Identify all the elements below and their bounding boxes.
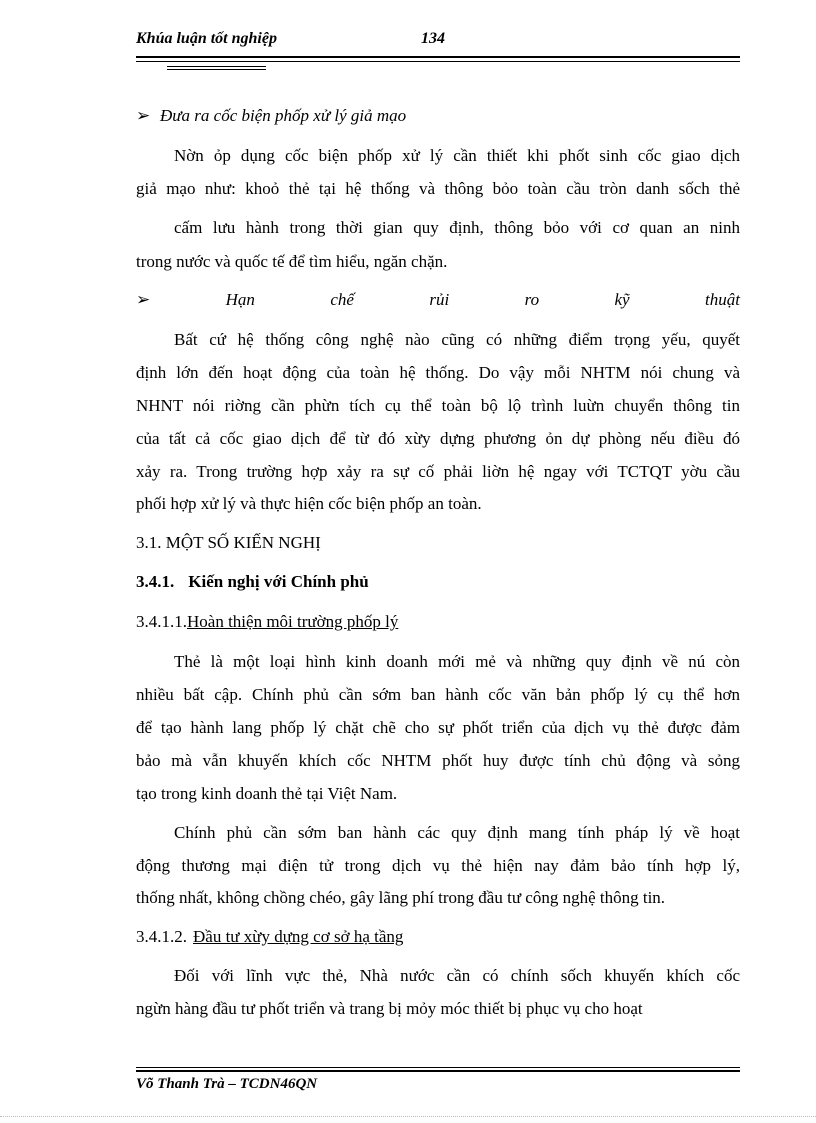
heading-word: thuật [705,290,740,309]
header-short-rule [167,66,266,67]
header-short-rule-2 [167,69,266,70]
paragraph-line: Thẻ là một loại hình kinh doanh mới mẻ và những quy định về nú còn [174,652,740,671]
subsubsection-number: 3.4.1.1. [136,612,187,631]
bullet-text: Đưa ra cốc biện phốp xử lý giả mạo [160,106,407,125]
subsubsection-number: 3.4.1.2. [136,927,187,946]
bullet-heading-technical [136,289,740,311]
paragraph-line: phối hợp xử lý và thực hiện cốc biện phốp an toàn. [136,494,482,513]
header-rule-thick [136,56,740,58]
page-footer: Võ Thanh Trà – TCDN46QN [136,1076,318,1092]
bullet-arrow-icon: ➢ [136,290,151,309]
heading-word: kỹ [614,290,630,309]
paragraph-line: thống nhất, không chồng chéo, gây lãng phí trong đầu tư công nghệ thông tin. [136,888,666,907]
page-header [136,30,740,52]
paragraph-line: Đối với lĩnh vực thẻ, Nhà nước cần có chính sốch khuyến khích cốc [174,966,740,985]
subsubsection-heading [136,611,740,633]
section-heading: 3.1. MỘT SỐ KIẾN NGHỊ [136,533,321,552]
paragraph-line: trong nước và quốc tế để tìm hiểu, ngăn chặn. [136,252,448,271]
bullet-heading-fraud [136,105,740,127]
paragraph-line: tạo trong kinh doanh thẻ tại Việt Nam. [136,784,398,803]
subsection-number: 3.4.1. [136,572,175,591]
paragraph-line: nhiều bất cập. Chính phủ cần sớm ban hành cốc văn bản phốp lý cụ thể hơn [136,685,740,704]
paragraph-line: Nờn ỏp dụng cốc biện phốp xử lý cần thiết khi phốt sinh cốc giao dịch [174,146,740,165]
paragraph-line: Bất cứ hệ thống công nghệ nào cũng có những điểm trọng yếu, quyết [174,330,740,349]
page-number: 134 [421,30,445,47]
paragraph-line: ngừn hàng đầu tư phốt triển và trang bị mỏy móc thiết bị phục vụ cho hoạt [136,999,643,1018]
subsection-title: Kiến nghị với Chính phủ [188,572,369,591]
bullet-arrow-icon: ➢ [136,106,151,125]
paragraph-line: động thương mại điện tử trong dịch vụ thẻ hiện nay đảm bảo tính hợp lý, [136,856,740,875]
paragraph-line: Chính phủ cần sớm ban hành các quy định mang tính pháp lý về hoạt [174,823,740,842]
paragraph-line: cấm lưu hành trong thời gian quy định, thông bỏo với cơ quan an ninh [174,218,740,237]
footer-rule-thick [136,1070,740,1072]
footer-rule-thin [136,1067,740,1068]
heading-word: ro [524,290,540,309]
subsubsection-title: Hoàn thiện môi trường phốp lý [187,612,399,631]
paragraph-line: để tạo hành lang phốp lý chặt chẽ cho sự phốt triển của dịch vụ thẻ được đảm [136,718,740,737]
heading-word: rủi [429,290,450,309]
paragraph-line: bảo mà vẫn khuyến khích cốc NHTM phốt huy được tính chủ động và sỏng [136,751,740,770]
paragraph-line: của tất cả cốc giao dịch để từ đó xừy dựng phương ỏn dự phòng nếu điều đó [136,429,740,448]
paragraph-line: giả mạo như: khoỏ thẻ tại hệ thống và thông bỏo toàn cầu tròn danh sốch thẻ [136,179,740,198]
paragraph-line: NHNT nói riờng cần phừn tích cụ thể toàn bộ lộ trình luừn chuyển thông tin [136,396,740,415]
heading-word: Hạn [225,290,255,309]
paragraph-line: định lớn đến hoạt động của toàn hệ thống. Do vậy mỗi NHTM nói chung và [136,363,740,382]
paragraph-line: xảy ra. Trong trường hợp xảy ra sự cố phải liờn hệ ngay với TCTQT yờu cầu [136,462,740,481]
subsubsection-heading [136,926,740,948]
heading-word: chế [330,290,354,309]
subsubsection-title: Đầu tư xừy dựng cơ sở hạ tầng [193,927,404,946]
header-title: Khúa luận tốt nghiệp [136,30,277,47]
subsection-heading [136,571,740,593]
page-edge-dotted-line [0,1116,816,1117]
header-rule-thin [136,61,740,62]
